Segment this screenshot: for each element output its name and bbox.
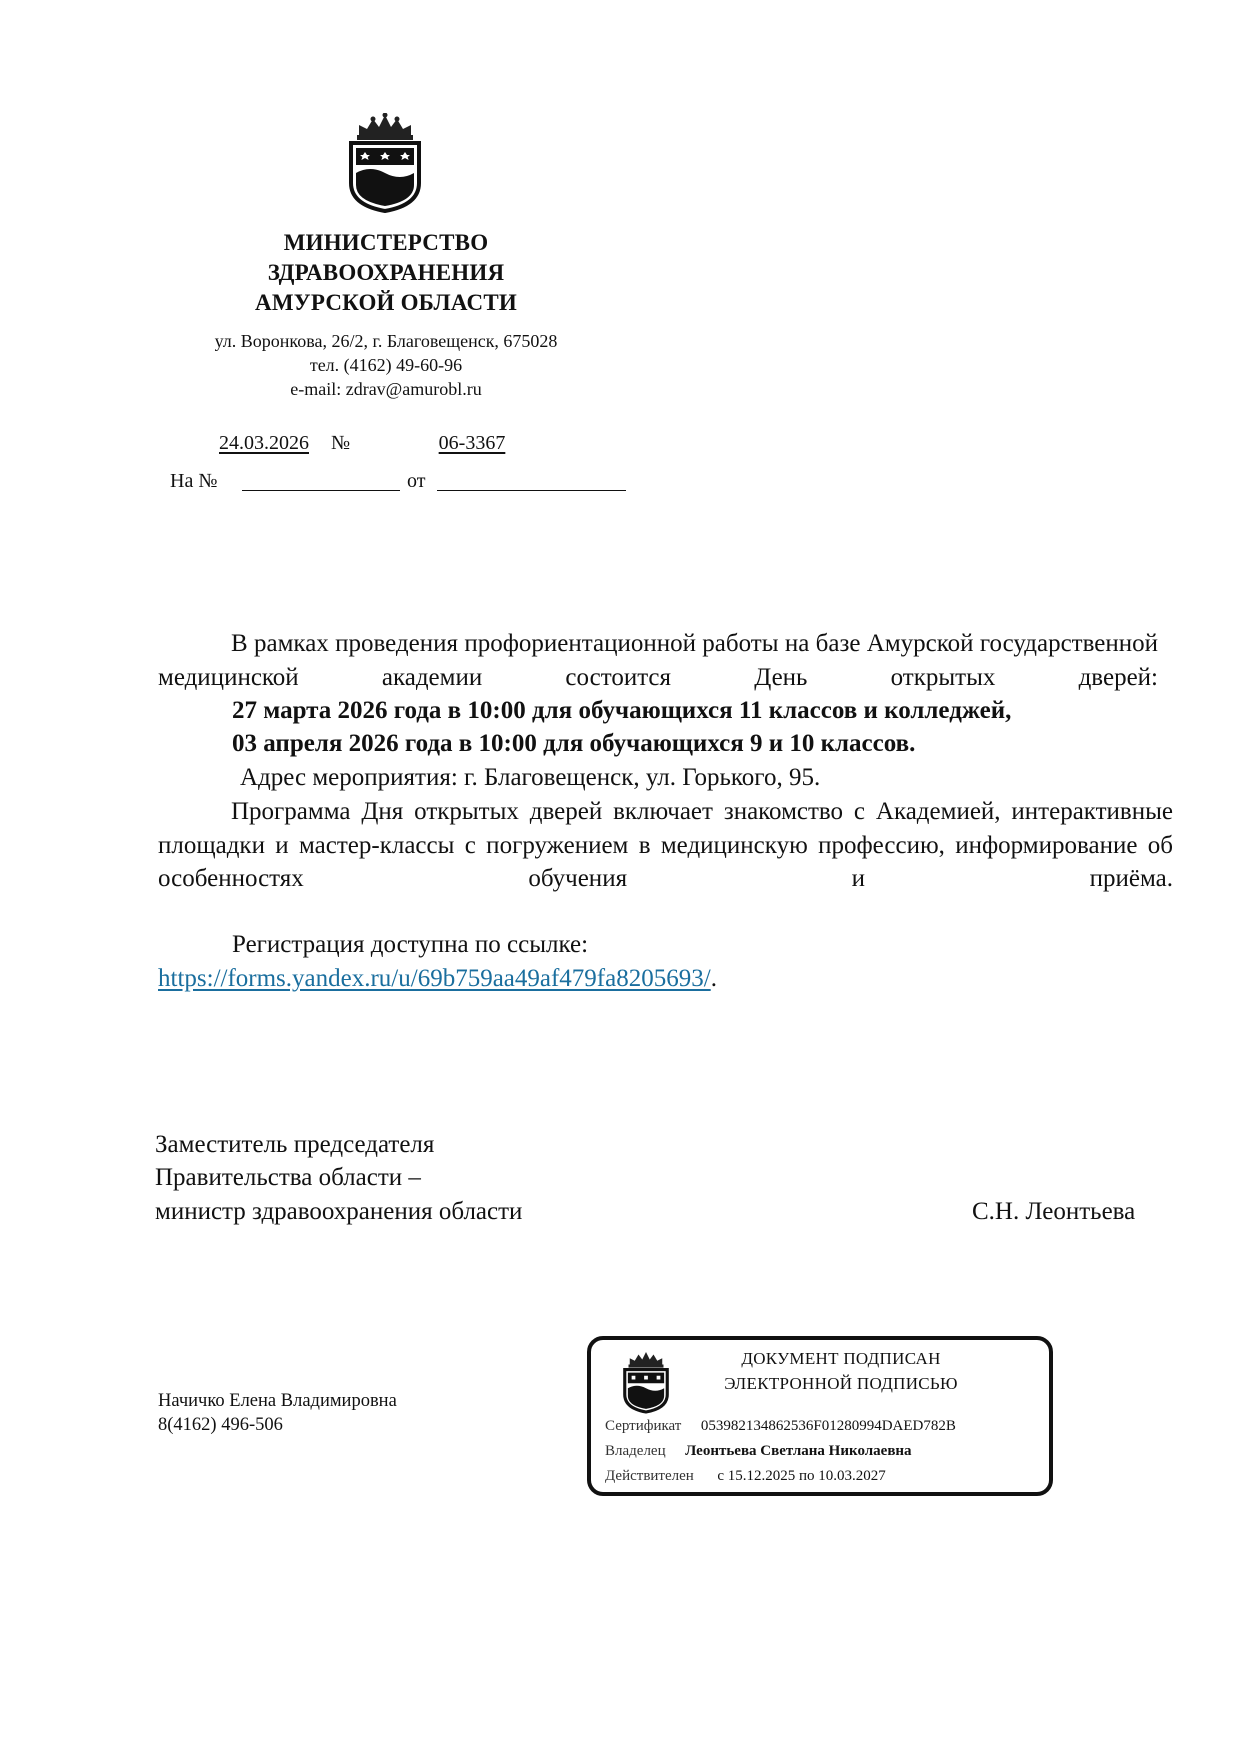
- doc-date: 24.03.2026: [219, 432, 309, 454]
- registration-link-line: [158, 962, 1158, 996]
- stamp-title-line-2: ЭЛЕКТРОННОЙ ПОДПИСЬЮ: [724, 1374, 958, 1393]
- registration-link[interactable]: https://forms.yandex.ru/u/69b759aa49af479fa8205693/: [158, 965, 711, 992]
- event-date-2: 03 апреля 2026 года в 10:00 для обучающихся 9 и 10 классов.: [232, 730, 916, 757]
- reply-date-blank: [437, 490, 626, 491]
- e-signature-stamp: [587, 1336, 1053, 1496]
- stamp-cert-label: Сертификат: [605, 1418, 682, 1434]
- stamp-valid-row: [605, 1466, 886, 1486]
- org-name-line-1: МИНИСТЕРСТВО: [283, 230, 489, 255]
- stamp-valid-label: Действителен: [605, 1468, 694, 1484]
- stamp-valid-to: 10.03.2027: [818, 1468, 886, 1484]
- stamp-valid-from: 15.12.2025: [727, 1468, 796, 1484]
- reply-from-label: от: [407, 470, 426, 492]
- stamp-owner-row: [605, 1441, 912, 1461]
- number-sign: №: [331, 432, 351, 454]
- stamp-title-line-1: ДОКУМЕНТ ПОДПИСАН: [741, 1349, 941, 1368]
- event-date-1: 27 марта 2026 года в 10:00 для обучающихся 11 классов и колледжей,: [232, 697, 1012, 724]
- signer-position-line-3: министр здравоохранения области: [155, 1198, 523, 1225]
- executor-name: Начичко Елена Владимировна: [158, 1391, 397, 1411]
- stamp-owner-value: Леонтьева Светлана Николаевна: [685, 1443, 912, 1459]
- stamp-owner-label: Владелец: [605, 1443, 666, 1459]
- org-phone: тел. (4162) 49-60-96: [309, 355, 463, 375]
- registration-label: Регистрация доступна по ссылке:: [232, 931, 589, 958]
- stamp-valid-from-prefix: с: [717, 1468, 724, 1484]
- stamp-coat-of-arms-icon: [621, 1350, 671, 1414]
- reply-number-label: На №: [170, 470, 218, 492]
- org-address: ул. Воронкова, 26/2, г. Благовещенск, 675028: [214, 331, 558, 351]
- signer-position-line-1: Заместитель председателя: [155, 1131, 435, 1158]
- org-email: e-mail: zdrav@amurobl.ru: [290, 379, 482, 399]
- org-name-line-3: АМУРСКОЙ ОБЛАСТИ: [255, 290, 517, 315]
- signer-position-line-2: Правительства области –: [155, 1164, 421, 1191]
- link-trailing-dot: .: [710, 965, 717, 992]
- stamp-cert-value: 053982134862536F01280994DAED782B: [700, 1418, 956, 1434]
- signer-name: С.Н. Леонтьева: [972, 1198, 1136, 1225]
- event-address: Адрес мероприятия: г. Благовещенск, ул. Горького, 95.: [240, 764, 821, 791]
- stamp-cert-row: [605, 1416, 956, 1436]
- program-paragraph: Программа Дня открытых дверей включает знакомство с Академией, интерактивные площадки и мастер-классы с погружением в медицинскую профессию, информирование об особенностях обучения и приёма.: [158, 798, 1173, 892]
- stamp-valid-to-prefix: по: [798, 1468, 815, 1484]
- doc-number: 06-3367: [438, 432, 506, 454]
- coat-of-arms-icon: [345, 113, 425, 213]
- org-name-line-2: ЗДРАВООХРАНЕНИЯ: [267, 260, 505, 285]
- reply-number-blank: [242, 490, 400, 491]
- intro-paragraph: В рамках проведения профориентационной работы на базе Амурской государственной медицинской академии состоится День открытых дверей:: [158, 630, 1158, 691]
- executor-phone: 8(4162) 496-506: [158, 1415, 283, 1435]
